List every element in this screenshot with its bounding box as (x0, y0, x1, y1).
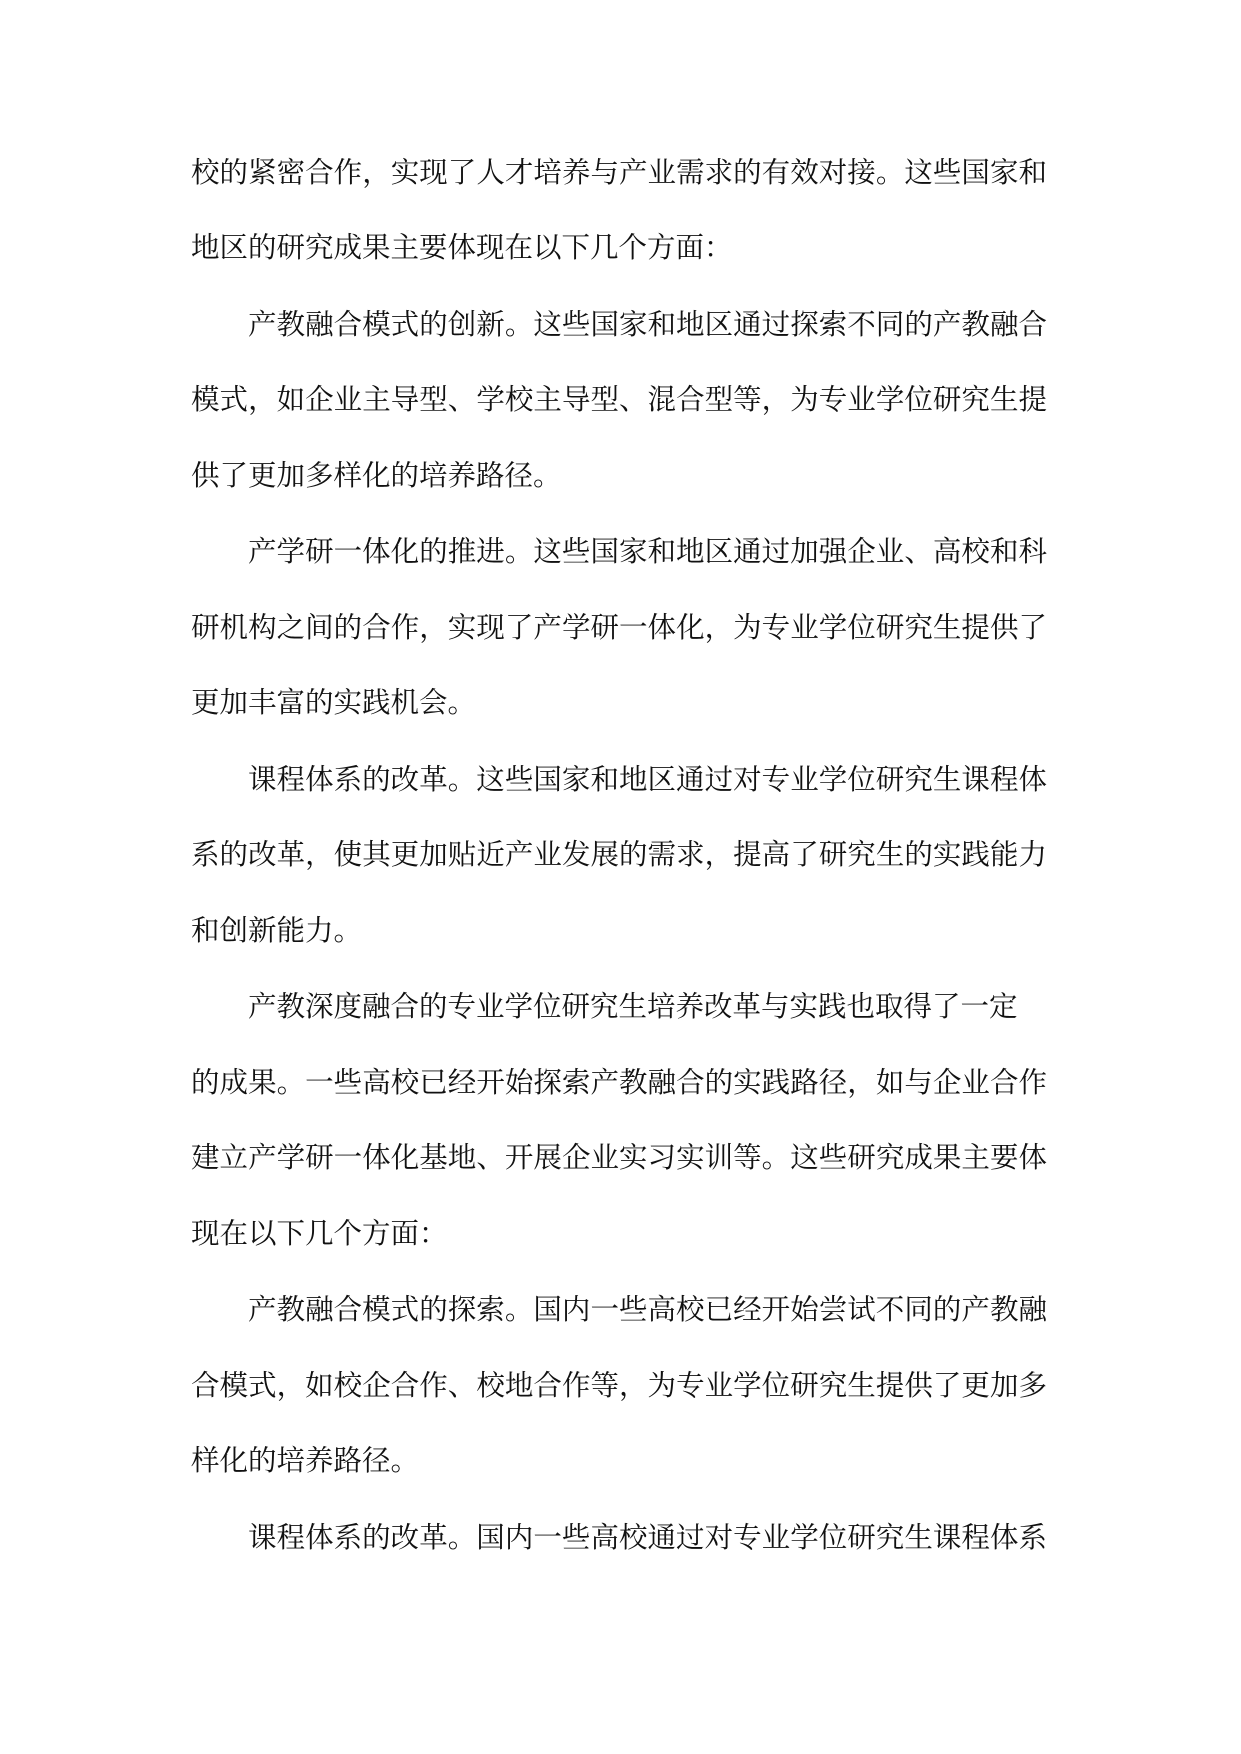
paragraph-first-line: 课程体系的改革。国内一些高校通过对专业学位研究生课程体系 (248, 1521, 1047, 1554)
text-line: 校的紧密合作，实现了人才培养与产业需求的有效对接。这些国家和 (191, 156, 1047, 189)
text-line: 现在以下几个方面： (191, 1217, 448, 1250)
paragraph-first-line: 产教深度融合的专业学位研究生培养改革与实践也取得了一定 (248, 990, 1018, 1023)
text-line: 和创新能力。 (191, 914, 363, 947)
text-line: 样化的培养路径。 (191, 1444, 420, 1477)
paragraph-first-line: 产学研一体化的推进。这些国家和地区通过加强企业、高校和科 (248, 535, 1047, 568)
text-line: 建立产学研一体化基地、开展企业实习实训等。这些研究成果主要体 (191, 1141, 1047, 1174)
text-line: 地区的研究成果主要体现在以下几个方面： (191, 231, 733, 264)
text-line: 合模式，如校企合作、校地合作等，为专业学位研究生提供了更加多 (191, 1369, 1047, 1402)
paragraph-first-line: 产教融合模式的创新。这些国家和地区通过探索不同的产教融合 (248, 308, 1047, 341)
text-line: 研机构之间的合作，实现了产学研一体化，为专业学位研究生提供了 (191, 611, 1047, 644)
paragraph-first-line: 产教融合模式的探索。国内一些高校已经开始尝试不同的产教融 (248, 1293, 1047, 1326)
text-line: 供了更加多样化的培养路径。 (191, 459, 562, 492)
text-line: 系的改革，使其更加贴近产业发展的需求，提高了研究生的实践能力 (191, 838, 1047, 871)
paragraph-first-line: 课程体系的改革。这些国家和地区通过对专业学位研究生课程体 (248, 763, 1047, 796)
text-line: 的成果。一些高校已经开始探索产教融合的实践路径，如与企业合作 (191, 1066, 1047, 1099)
text-line: 模式，如企业主导型、学校主导型、混合型等，为专业学位研究生提 (191, 383, 1047, 416)
text-line: 更加丰富的实践机会。 (191, 686, 477, 719)
